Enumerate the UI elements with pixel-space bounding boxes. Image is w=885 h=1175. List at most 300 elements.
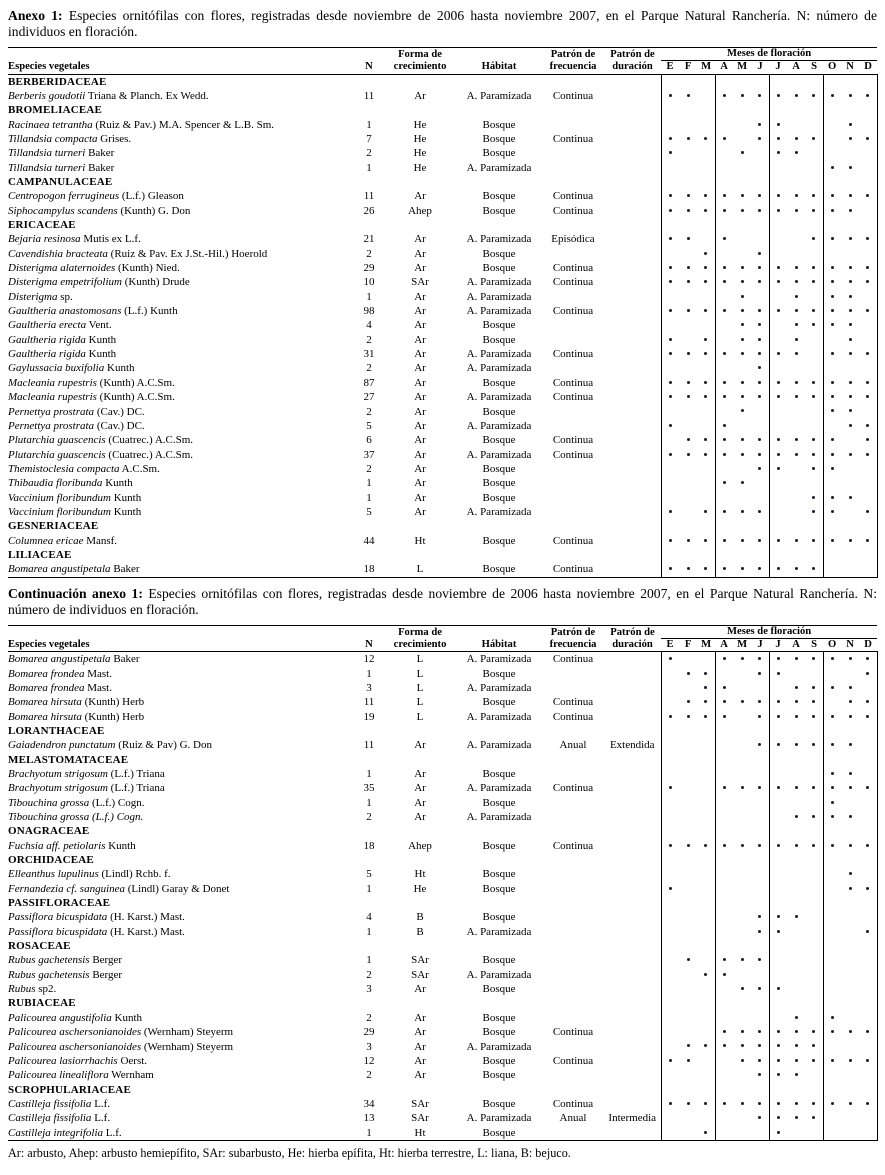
flowering-dot xyxy=(758,467,761,470)
flowering-dot xyxy=(758,137,761,140)
month-cell xyxy=(679,982,697,996)
n-value: 6 xyxy=(366,434,372,447)
n-value: 18 xyxy=(363,839,375,852)
month-cell xyxy=(733,939,751,953)
flowering-dot xyxy=(741,1044,744,1047)
month-cell xyxy=(661,968,679,982)
month-cell xyxy=(841,810,859,824)
habitat-value: Bosque xyxy=(482,1026,516,1039)
flowering-dot xyxy=(831,786,834,789)
flowering-dot xyxy=(758,567,761,570)
month-cell xyxy=(805,652,823,667)
flowering-dot xyxy=(849,352,852,355)
forma-crecimiento-value: Ahep xyxy=(408,839,432,852)
species-name: Siphocampylus scandens (Kunth) G. Don xyxy=(8,204,191,217)
month-cell xyxy=(715,652,733,667)
flowering-dot xyxy=(831,539,834,542)
flowering-dot xyxy=(758,1073,761,1076)
month-cell xyxy=(805,89,823,103)
flowering-dot xyxy=(812,815,815,818)
flowering-dot xyxy=(741,94,744,97)
month-cell xyxy=(661,189,679,203)
species-name: Gaultheria rigida Kunth xyxy=(8,333,117,346)
month-cell xyxy=(733,405,751,419)
habitat-value: Bosque xyxy=(482,767,516,780)
col-header-forma-line1: Forma de xyxy=(398,48,442,60)
month-cell xyxy=(697,896,715,910)
month-cell xyxy=(715,462,733,476)
month-cell xyxy=(679,738,697,752)
month-cell xyxy=(841,146,859,160)
patron-frecuencia-value xyxy=(542,419,604,433)
flowering-dot xyxy=(849,844,852,847)
month-cell xyxy=(805,333,823,347)
species-row xyxy=(8,275,877,289)
month-letters xyxy=(661,638,877,652)
month-cell xyxy=(823,491,841,505)
month-cell xyxy=(733,853,751,867)
month-cell xyxy=(859,1126,877,1141)
month-cell xyxy=(841,275,859,289)
month-cell xyxy=(769,448,787,462)
header-row-2 xyxy=(8,61,877,75)
flowering-dot xyxy=(812,395,815,398)
flowering-dot xyxy=(866,280,869,283)
family-row xyxy=(8,896,877,910)
forma-crecimiento-value: Ar xyxy=(414,767,426,780)
month-cell xyxy=(697,118,715,132)
flowering-dot xyxy=(795,686,798,689)
month-cell xyxy=(751,462,769,476)
n-value: 10 xyxy=(363,276,375,289)
month-cell xyxy=(733,548,751,562)
month-cell xyxy=(859,781,877,795)
flowering-dot xyxy=(758,1059,761,1062)
flowering-dot xyxy=(758,352,761,355)
patron-duracion-value xyxy=(604,448,661,462)
flowering-dot xyxy=(812,209,815,212)
flowering-dot xyxy=(704,395,707,398)
month-cell xyxy=(769,232,787,246)
month-letters xyxy=(661,61,877,75)
species-row xyxy=(8,476,877,490)
forma-crecimiento-value: L xyxy=(416,710,424,723)
flowering-dot xyxy=(741,481,744,484)
month-cell xyxy=(823,753,841,767)
month-cell xyxy=(715,491,733,505)
flowering-dot xyxy=(741,987,744,990)
flowering-dot xyxy=(831,657,834,660)
flowering-dot xyxy=(795,1073,798,1076)
n-value: 7 xyxy=(366,132,372,145)
month-cell xyxy=(841,939,859,953)
flowering-dot xyxy=(758,987,761,990)
flowering-dot xyxy=(777,194,780,197)
month-cell xyxy=(859,939,877,953)
patron-duracion-value xyxy=(604,462,661,476)
species-name: Gaultheria erecta Vent. xyxy=(8,319,112,332)
flowering-dot xyxy=(777,987,780,990)
month-cell xyxy=(787,724,805,738)
species-row xyxy=(8,204,877,218)
flowering-dot xyxy=(777,137,780,140)
month-cell xyxy=(697,290,715,304)
n-value: 2 xyxy=(366,247,372,260)
month-cell xyxy=(679,118,697,132)
month-cell xyxy=(805,448,823,462)
month-cell xyxy=(733,89,751,103)
species-row xyxy=(8,261,877,275)
habitat-value: A. Paramizada xyxy=(466,391,532,404)
month-cell xyxy=(733,433,751,447)
month-cell xyxy=(751,448,769,462)
month-cell xyxy=(751,695,769,709)
flowering-dot xyxy=(758,209,761,212)
flowering-dot xyxy=(777,453,780,456)
anexo1-table xyxy=(8,47,878,577)
species-name: Castilleja integrifolia L.f. xyxy=(8,1126,122,1139)
month-cell xyxy=(661,724,679,738)
month-cell xyxy=(769,333,787,347)
habitat-value: Bosque xyxy=(482,376,516,389)
month-cell xyxy=(823,796,841,810)
month-cell xyxy=(751,796,769,810)
family-row xyxy=(8,1083,877,1097)
species-name: Castilleja fissifolia L.f. xyxy=(8,1112,111,1125)
month-cell xyxy=(661,982,679,996)
forma-crecimiento-value: Ht xyxy=(414,868,426,881)
patron-frecuencia-value xyxy=(542,405,604,419)
month-cell xyxy=(661,767,679,781)
month-cell xyxy=(679,1111,697,1125)
month-cell xyxy=(859,462,877,476)
month-cell xyxy=(841,419,859,433)
species-row xyxy=(8,1068,877,1082)
flowering-dot xyxy=(758,338,761,341)
month-cell xyxy=(841,462,859,476)
habitat-value: Bosque xyxy=(482,319,516,332)
month-cell xyxy=(751,361,769,375)
month-cell xyxy=(859,161,877,175)
family-row xyxy=(8,548,877,562)
flowering-dot xyxy=(812,137,815,140)
flowering-dot xyxy=(777,657,780,660)
month-cell xyxy=(751,896,769,910)
month-cell xyxy=(733,261,751,275)
species-row xyxy=(8,1040,877,1054)
flowering-dot xyxy=(777,280,780,283)
flowering-dot xyxy=(723,453,726,456)
flowering-dot xyxy=(831,323,834,326)
flowering-dot xyxy=(704,672,707,675)
month-cell xyxy=(805,462,823,476)
flowering-dot xyxy=(723,786,726,789)
month-cell xyxy=(823,433,841,447)
month-cell xyxy=(859,710,877,724)
month-cell xyxy=(733,652,751,667)
month-cell xyxy=(715,781,733,795)
species-name: Palicourea linealiflora Wernham xyxy=(8,1069,154,1082)
flowering-dot xyxy=(777,1059,780,1062)
month-cell xyxy=(769,548,787,562)
month-cell xyxy=(679,968,697,982)
month-cell xyxy=(697,968,715,982)
flowering-dot xyxy=(795,567,798,570)
species-row xyxy=(8,247,877,261)
flowering-dot xyxy=(758,539,761,542)
flowering-dot xyxy=(831,844,834,847)
month-cell xyxy=(661,433,679,447)
month-cell xyxy=(733,1025,751,1039)
month-cell xyxy=(769,204,787,218)
month-cell xyxy=(751,103,769,117)
month-cell xyxy=(841,548,859,562)
month-cell xyxy=(697,247,715,261)
flowering-dot xyxy=(758,309,761,312)
flowering-dot xyxy=(849,496,852,499)
month-cell xyxy=(823,448,841,462)
patron-frecuencia-value: Continua xyxy=(552,710,594,723)
month-cell xyxy=(679,333,697,347)
flowering-dot xyxy=(758,743,761,746)
habitat-value: Bosque xyxy=(482,534,516,547)
flowering-dot xyxy=(849,453,852,456)
month-cell xyxy=(661,290,679,304)
month-cell xyxy=(769,681,787,695)
patron-duracion-value xyxy=(604,318,661,332)
flowering-dot xyxy=(758,123,761,126)
month-cell xyxy=(679,767,697,781)
patron-frecuencia-value xyxy=(542,462,604,476)
flowering-dot xyxy=(812,844,815,847)
family-name: ROSACEAE xyxy=(8,940,71,953)
month-cell xyxy=(805,318,823,332)
month-cell xyxy=(751,376,769,390)
month-cell xyxy=(751,318,769,332)
flowering-dot xyxy=(795,194,798,197)
month-cell xyxy=(787,333,805,347)
month-cell xyxy=(859,695,877,709)
month-cell xyxy=(733,953,751,967)
month-cell xyxy=(661,738,679,752)
month-cell xyxy=(841,896,859,910)
month-cell xyxy=(805,189,823,203)
flowering-dot xyxy=(831,309,834,312)
month-cell xyxy=(769,839,787,853)
flowering-dot xyxy=(723,395,726,398)
flowering-dot xyxy=(795,338,798,341)
forma-crecimiento-value: He xyxy=(413,882,427,895)
month-cell xyxy=(859,867,877,881)
patron-duracion-value xyxy=(604,419,661,433)
month-cell xyxy=(697,853,715,867)
flowering-dot xyxy=(849,772,852,775)
month-cell xyxy=(715,896,733,910)
flowering-dot xyxy=(687,194,690,197)
month-cell xyxy=(733,519,751,533)
month-cell xyxy=(733,738,751,752)
patron-duracion-value xyxy=(604,534,661,548)
month-cell xyxy=(859,882,877,896)
n-value: 2 xyxy=(366,1011,372,1024)
month-cell xyxy=(841,1126,859,1141)
month-cell xyxy=(715,1040,733,1054)
month-cell xyxy=(769,534,787,548)
month-cell xyxy=(841,1011,859,1025)
month-cell xyxy=(823,146,841,160)
month-cell xyxy=(769,433,787,447)
flowering-dot xyxy=(849,395,852,398)
flowering-dot xyxy=(704,309,707,312)
month-cell xyxy=(715,667,733,681)
month-cell xyxy=(679,796,697,810)
month-cell xyxy=(787,810,805,824)
family-name: PASSIFLORACEAE xyxy=(8,897,111,910)
month-cell xyxy=(805,896,823,910)
month-cell xyxy=(769,925,787,939)
patron-frecuencia-value xyxy=(542,925,604,939)
flowering-dot xyxy=(669,381,672,384)
month-cell xyxy=(679,103,697,117)
n-value: 98 xyxy=(363,305,375,318)
patron-duracion-value xyxy=(604,390,661,404)
month-cell xyxy=(805,74,823,89)
month-cell xyxy=(841,204,859,218)
n-value: 1 xyxy=(366,882,372,895)
flowering-dot xyxy=(669,657,672,660)
month-cell xyxy=(679,304,697,318)
family-name: LORANTHACEAE xyxy=(8,724,105,737)
month-cell xyxy=(769,1126,787,1141)
month-cell xyxy=(769,361,787,375)
patron-frecuencia-value xyxy=(542,476,604,490)
flowering-dot xyxy=(741,657,744,660)
patron-duracion-value xyxy=(604,652,661,667)
month-cell xyxy=(787,318,805,332)
habitat-value: Bosque xyxy=(482,132,516,145)
flowering-dot xyxy=(723,539,726,542)
month-cell xyxy=(733,448,751,462)
species-row xyxy=(8,652,877,667)
month-cell xyxy=(679,1054,697,1068)
caption-text: Especies ornitófilas con flores, registradas desde noviembre de 2006 hasta noviembre 2007, en el Parque Natural Ranchería. N: número de individuos en floración. xyxy=(8,8,877,40)
month-cell xyxy=(823,1111,841,1125)
species-row xyxy=(8,491,877,505)
patron-duracion-value xyxy=(604,1068,661,1082)
month-cell xyxy=(679,218,697,232)
month-cell xyxy=(679,1083,697,1097)
flowering-dot xyxy=(812,657,815,660)
flowering-dot xyxy=(669,352,672,355)
month-cell xyxy=(751,982,769,996)
flowering-dot xyxy=(831,266,834,269)
patron-duracion-value xyxy=(604,910,661,924)
month-cell xyxy=(859,796,877,810)
month-cell xyxy=(751,667,769,681)
patron-duracion-value xyxy=(604,118,661,132)
month-cell xyxy=(697,982,715,996)
col-header-meses: Meses de floración xyxy=(661,48,877,61)
col-header-duracion-line2: duración xyxy=(604,61,661,75)
month-cell xyxy=(661,318,679,332)
flowering-dot xyxy=(669,1102,672,1105)
flowering-dot xyxy=(831,395,834,398)
month-cell xyxy=(769,753,787,767)
patron-frecuencia-value xyxy=(542,1040,604,1054)
forma-crecimiento-value: Ar xyxy=(414,348,426,361)
flowering-dot xyxy=(812,467,815,470)
month-cell xyxy=(733,867,751,881)
month-cell xyxy=(805,118,823,132)
flowering-dot xyxy=(741,395,744,398)
flowering-dot xyxy=(849,295,852,298)
month-cell xyxy=(751,681,769,695)
month-cell xyxy=(697,390,715,404)
flowering-dot xyxy=(669,194,672,197)
month-cell xyxy=(697,232,715,246)
month-cell xyxy=(787,390,805,404)
month-cell xyxy=(679,996,697,1010)
month-cell xyxy=(805,796,823,810)
month-cell xyxy=(697,1126,715,1141)
month-cell xyxy=(751,275,769,289)
month-cell xyxy=(859,738,877,752)
month-cell xyxy=(823,1097,841,1111)
month-cell xyxy=(787,448,805,462)
month-cell xyxy=(751,218,769,232)
month-cell xyxy=(823,695,841,709)
month-cell xyxy=(697,867,715,881)
month-cell xyxy=(841,232,859,246)
month-cell xyxy=(715,939,733,953)
month-cell xyxy=(769,519,787,533)
month-cell xyxy=(733,390,751,404)
flowering-dot xyxy=(812,686,815,689)
habitat-value: Bosque xyxy=(482,462,516,475)
species-name: Palicourea aschersonianoides (Wernham) Steyerm xyxy=(8,1026,234,1039)
month-cell xyxy=(841,519,859,533)
species-row xyxy=(8,982,877,996)
species-row xyxy=(8,839,877,853)
month-cell xyxy=(661,1025,679,1039)
month-cell xyxy=(679,146,697,160)
species-row xyxy=(8,118,877,132)
month-cell xyxy=(715,132,733,146)
month-cell xyxy=(841,667,859,681)
month-cell xyxy=(661,448,679,462)
family-row xyxy=(8,753,877,767)
month-cell xyxy=(661,1111,679,1125)
month-cell xyxy=(679,824,697,838)
patron-frecuencia-value: Continua xyxy=(552,391,594,404)
n-value: 2 xyxy=(366,462,372,475)
month-cell xyxy=(733,910,751,924)
month-cell xyxy=(661,882,679,896)
month-cell xyxy=(715,247,733,261)
flowering-dot xyxy=(758,323,761,326)
flowering-dot xyxy=(777,467,780,470)
forma-crecimiento-value: Ar xyxy=(414,247,426,260)
flowering-dot xyxy=(704,209,707,212)
month-cell xyxy=(751,132,769,146)
patron-duracion-value xyxy=(604,189,661,203)
flowering-dot xyxy=(777,1030,780,1033)
month-cell xyxy=(769,376,787,390)
header-row-1 xyxy=(8,48,877,61)
species-row xyxy=(8,232,877,246)
flowering-dot xyxy=(831,815,834,818)
habitat-value: Bosque xyxy=(482,1097,516,1110)
